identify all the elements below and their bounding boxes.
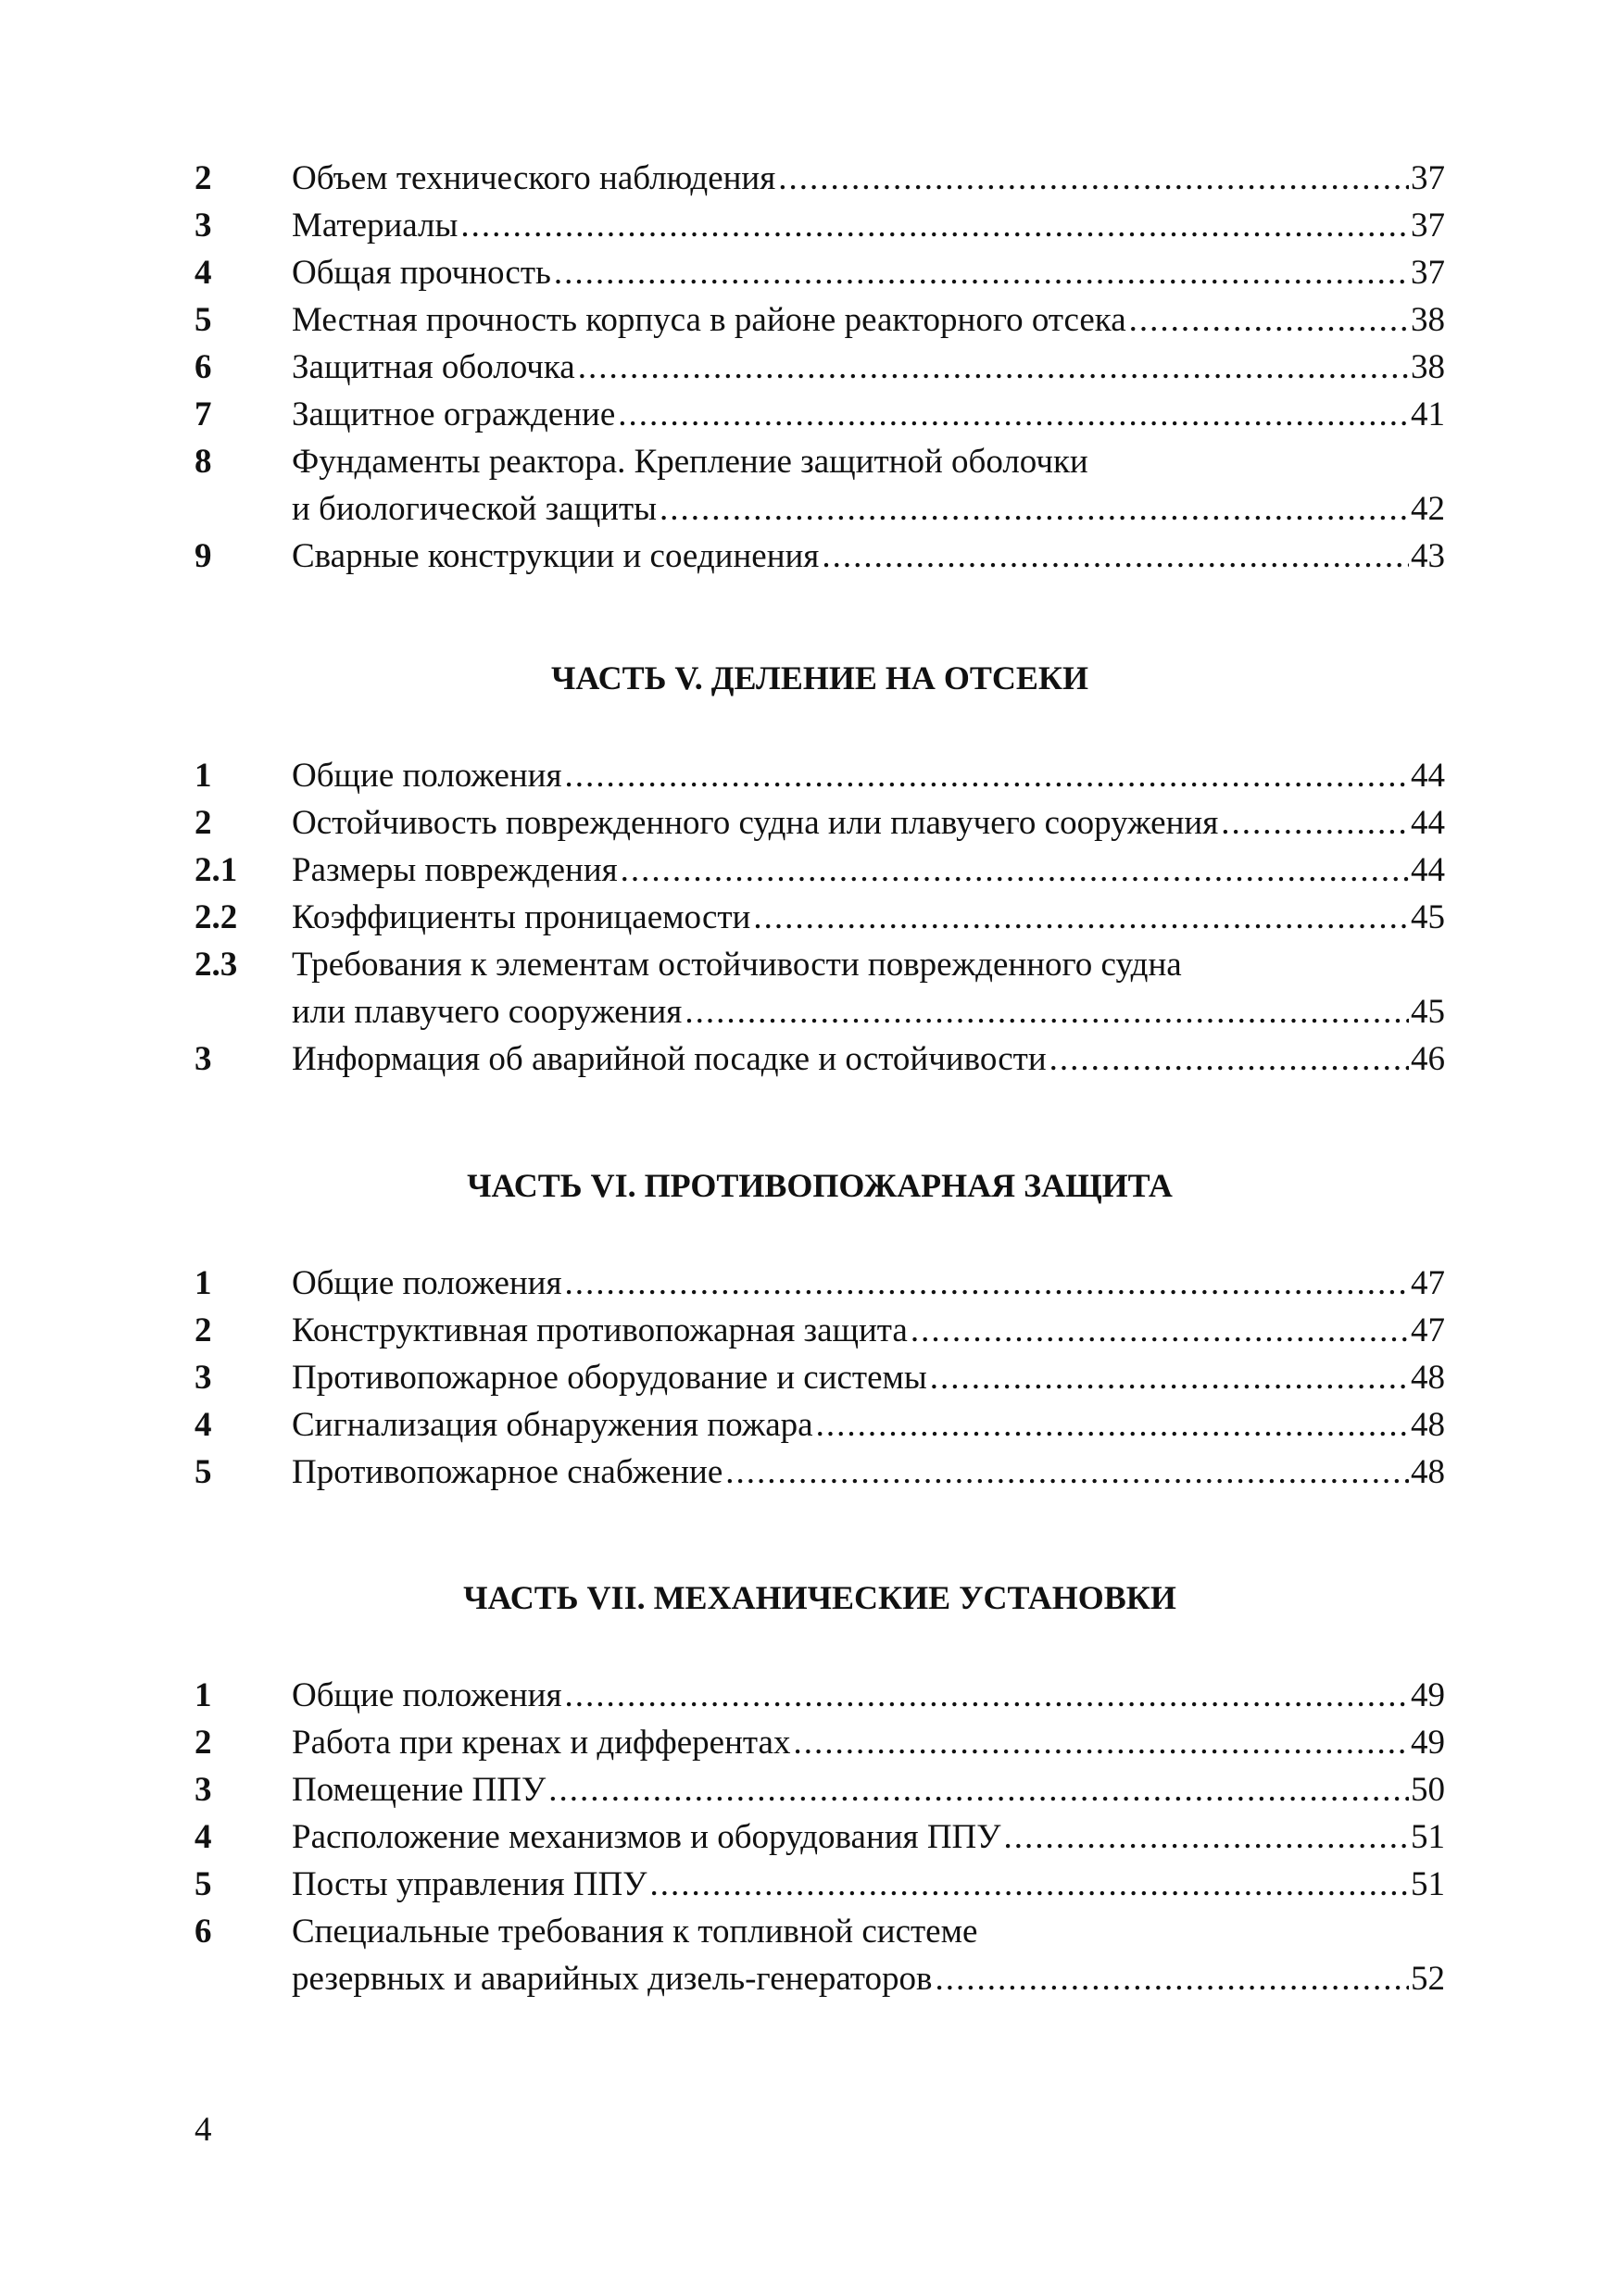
dot-leader — [660, 485, 1409, 533]
section-heading-part7: ЧАСТЬ VII. МЕХАНИЧЕСКИЕ УСТАНОВКИ — [463, 1579, 1176, 1616]
entry-title: Сварные конструкции и соединения — [292, 537, 820, 575]
toc-entry — [195, 1813, 1445, 1861]
entry-title: Посты управления ППУ — [292, 1865, 647, 1903]
entry-page: 37 — [1411, 207, 1445, 245]
dot-leader — [649, 1861, 1409, 1908]
entry-title: Конструктивная противопожарная защита — [292, 1311, 908, 1349]
entry-page: 46 — [1411, 1040, 1445, 1078]
toc-entry — [195, 391, 1445, 438]
toc-entry — [195, 202, 1445, 249]
entry-page: 38 — [1411, 301, 1445, 339]
dot-leader — [778, 155, 1409, 202]
toc-entry — [195, 1354, 1445, 1401]
entry-number: 6 — [195, 348, 212, 386]
entry-title: или плавучего сооружения — [292, 993, 683, 1031]
toc-entry — [195, 799, 1445, 847]
entry-page: 42 — [1411, 490, 1445, 528]
entry-title: Общие положения — [292, 1264, 562, 1302]
toc-entry — [195, 894, 1445, 941]
toc-entry — [195, 752, 1445, 799]
entry-page: 41 — [1411, 395, 1445, 433]
dot-leader — [1003, 1813, 1409, 1861]
entry-number: 5 — [195, 1453, 212, 1491]
toc-entry — [195, 438, 1445, 533]
entry-page: 44 — [1411, 804, 1445, 842]
entry-page: 37 — [1411, 159, 1445, 197]
entry-page: 43 — [1411, 537, 1445, 575]
entry-number: 3 — [195, 1359, 212, 1397]
entry-title: Защитное ограждение — [292, 395, 616, 433]
entry-number: 2.2 — [195, 898, 238, 936]
dot-leader — [685, 988, 1409, 1035]
dot-leader — [816, 1401, 1409, 1449]
entry-page: 44 — [1411, 757, 1445, 795]
entry-page: 49 — [1411, 1724, 1445, 1762]
entry-page: 48 — [1411, 1406, 1445, 1444]
entry-number: 1 — [195, 1264, 212, 1302]
entry-number: 4 — [195, 254, 212, 292]
dot-leader — [793, 1719, 1409, 1766]
entry-number: 9 — [195, 537, 212, 575]
toc-list-part5 — [195, 752, 1445, 1083]
toc-list-part7 — [195, 1672, 1445, 2002]
toc-entry — [195, 847, 1445, 894]
entry-title: Информация об аварийной посадке и остойчивости — [292, 1040, 1047, 1078]
toc-entry — [195, 249, 1445, 296]
toc-entry — [195, 1307, 1445, 1354]
dot-leader — [618, 391, 1409, 438]
entry-number: 3 — [195, 1771, 212, 1809]
entry-page: 37 — [1411, 254, 1445, 292]
toc-entry — [195, 1449, 1445, 1496]
entry-title: Материалы — [292, 207, 459, 245]
toc-list-section-iv — [195, 155, 1445, 580]
dot-leader — [564, 1260, 1409, 1307]
toc-list-part6 — [195, 1260, 1445, 1496]
section-heading-part6: ЧАСТЬ VI. ПРОТИВОПОЖАРНАЯ ЗАЩИТА — [467, 1167, 1173, 1204]
entry-page: 38 — [1411, 348, 1445, 386]
entry-title: Противопожарное снабжение — [292, 1453, 723, 1491]
toc-entry — [195, 1719, 1445, 1766]
entry-number: 2.3 — [195, 946, 238, 984]
dot-leader — [911, 1307, 1409, 1354]
entry-page: 45 — [1411, 993, 1445, 1031]
entry-number: 3 — [195, 1040, 212, 1078]
entry-number: 2 — [195, 159, 212, 197]
entry-number: 3 — [195, 207, 212, 245]
toc-entry — [195, 1672, 1445, 1719]
entry-number: 1 — [195, 757, 212, 795]
dot-leader — [1049, 1035, 1409, 1083]
entry-page: 51 — [1411, 1865, 1445, 1903]
dot-leader — [1221, 799, 1409, 847]
dot-leader — [621, 847, 1409, 894]
entry-page: 48 — [1411, 1359, 1445, 1397]
entry-title: Коэффициенты проницаемости — [292, 898, 751, 936]
entry-page: 50 — [1411, 1771, 1445, 1809]
entry-page: 45 — [1411, 898, 1445, 936]
dot-leader — [935, 1955, 1409, 2002]
entry-number: 8 — [195, 443, 212, 481]
entry-title: Защитная оболочка — [292, 348, 575, 386]
entry-title: Общие положения — [292, 1676, 562, 1714]
toc-entry — [195, 1401, 1445, 1449]
entry-title-line1: Специальные требования к топливной системе — [292, 1913, 978, 1951]
entry-title: Противопожарное оборудование и системы — [292, 1359, 927, 1397]
entry-number: 1 — [195, 1676, 212, 1714]
entry-number: 4 — [195, 1818, 212, 1856]
entry-number: 2.1 — [195, 851, 238, 889]
entry-title: Работа при кренах и дифферентах — [292, 1724, 791, 1762]
entry-page: 47 — [1411, 1311, 1445, 1349]
entry-page: 51 — [1411, 1818, 1445, 1856]
entry-title: Объем технического наблюдения — [292, 159, 776, 197]
page-number: 4 — [195, 2111, 212, 2149]
dot-leader — [460, 202, 1409, 249]
toc-entry — [195, 155, 1445, 202]
entry-number: 4 — [195, 1406, 212, 1444]
dot-leader — [554, 249, 1409, 296]
entry-page: 52 — [1411, 1960, 1445, 1998]
entry-title-line1: Требования к элементам остойчивости поврежденного судна — [292, 946, 1182, 984]
entry-title: Общие положения — [292, 757, 562, 795]
dot-leader — [822, 533, 1409, 580]
dot-leader — [578, 344, 1409, 391]
toc-entry — [195, 344, 1445, 391]
toc-entry — [195, 1861, 1445, 1908]
dot-leader — [753, 894, 1409, 941]
entry-title-line1: Фундаменты реактора. Крепление защитной оболочки — [292, 443, 1088, 481]
entry-title: Сигнализация обнаружения пожара — [292, 1406, 813, 1444]
toc-entry — [195, 941, 1445, 1035]
dot-leader — [1129, 296, 1409, 344]
entry-number: 2 — [195, 1724, 212, 1762]
entry-number: 5 — [195, 301, 212, 339]
entry-number: 5 — [195, 1865, 212, 1903]
toc-entry — [195, 1260, 1445, 1307]
entry-title: Размеры повреждения — [292, 851, 618, 889]
section-heading-part5: ЧАСТЬ V. ДЕЛЕНИЕ НА ОТСЕКИ — [550, 659, 1089, 696]
entry-number: 2 — [195, 1311, 212, 1349]
entry-title: резервных и аварийных дизель-генераторов — [292, 1960, 933, 1998]
toc-entry — [195, 296, 1445, 344]
dot-leader — [930, 1354, 1409, 1401]
entry-title: и биологической защиты — [292, 490, 658, 528]
toc-entry — [195, 1035, 1445, 1083]
dot-leader — [725, 1449, 1409, 1496]
entry-number: 2 — [195, 804, 212, 842]
entry-title: Местная прочность корпуса в районе реакторного отсека — [292, 301, 1126, 339]
entry-page: 48 — [1411, 1453, 1445, 1491]
entry-title: Остойчивость поврежденного судна или плавучего сооружения — [292, 804, 1219, 842]
entry-page: 44 — [1411, 851, 1445, 889]
dot-leader — [564, 752, 1409, 799]
toc-entry — [195, 533, 1445, 580]
entry-number: 6 — [195, 1913, 212, 1951]
entry-title: Помещение ППУ — [292, 1771, 547, 1809]
entry-number: 7 — [195, 395, 212, 433]
entry-title: Расположение механизмов и оборудования ППУ — [292, 1818, 1001, 1856]
dot-leader — [564, 1672, 1409, 1719]
toc-entry — [195, 1766, 1445, 1813]
entry-page: 47 — [1411, 1264, 1445, 1302]
toc-entry — [195, 1908, 1445, 2002]
dot-leader — [548, 1766, 1409, 1813]
entry-title: Общая прочность — [292, 254, 551, 292]
entry-page: 49 — [1411, 1676, 1445, 1714]
